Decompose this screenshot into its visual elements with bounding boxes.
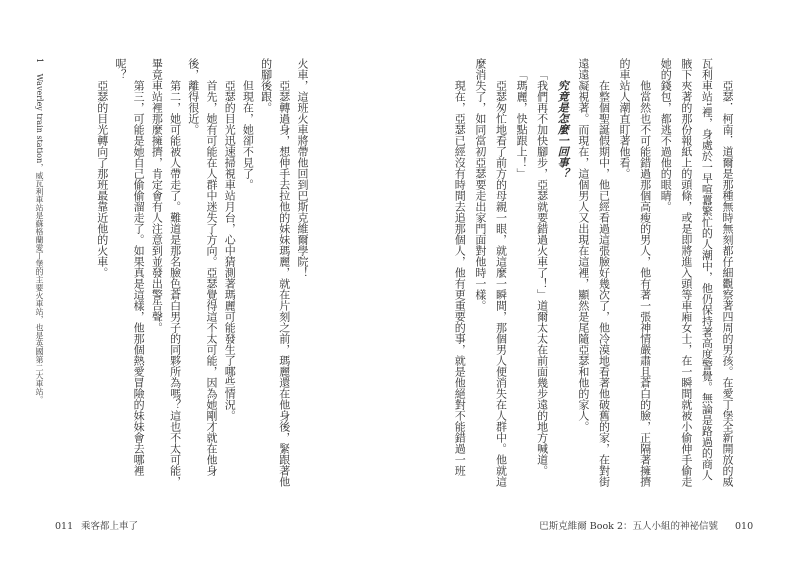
text-line: 第二，她可能被人帶走了。難道是那名臉色蒼白男子的同夥所為嗎？這也不太可能，: [168, 80, 182, 487]
text-line: 畢竟車站裡那麼擁擠，肯定會有人注意到並發出警告聲。: [150, 58, 164, 333]
text-line: 亞瑟轉過身，想伸手去拉他的妹妹瑪麗，就在片刻之前，瑪麗還在他身後，緊跟著他: [277, 80, 291, 487]
text-line: 的車站人潮直盯著他看。: [618, 58, 632, 179]
text-line: 現在，亞瑟已經沒有時間去追那個人，他有更重要的事，就是他絕對不能錯過一班: [453, 80, 467, 476]
text-line: 腋下夾著的那份報紙上的頭條，或是即將進入頭等車廂女士，在一瞬間就被小偷伸手偷走: [679, 58, 693, 487]
text-line: 亞瑟．柯南．道爾是那種無時無刻都仔細觀察著四周的男孩。在愛丁堡全新開放的威: [721, 80, 734, 487]
text-line: 瓦利車站¹裡，身處於一早喧囂繁忙的人潮中，他仍保持著高度警覺。無論是路過的商人: [700, 58, 714, 481]
text-line: 亞瑟的目光迅速掃視車站月台，心中猜測著瑪麗可能發生了哪些情況。: [223, 80, 237, 421]
text-line: 亞瑟的目光轉向了那班最靠近他的火車。: [95, 80, 109, 278]
text-line: 麼消失了，如同當初亞瑟要走出家門面對他時一樣。: [473, 58, 487, 311]
text-line: 遠遠凝視著。而現在，這個男人又出現在這裡，顯然是尾隨亞瑟和他的家人。: [576, 58, 590, 432]
page-number-left: 011: [55, 521, 74, 532]
right-page-body: [449, 58, 737, 487]
text-line: 但現在，她卻不見了。: [241, 80, 255, 190]
text-line: 後，離得很近。: [186, 58, 200, 135]
text-line-italic: 究竟是怎麼一回事？: [556, 80, 570, 179]
text-line: 第三，可能是她自己偷偷溜走了。如果真是這樣，他那個熱愛冒險的妹妹會去哪裡: [132, 80, 146, 476]
text-line: 「我們再不加快腳步，亞瑟就要錯過火車了！」道爾太太在前面幾步遠的地方喊道。: [535, 69, 549, 476]
text-line: 「瑪麗，快點跟上！」: [515, 69, 529, 179]
footnote-text: Waverley train station，威瓦利車站是蘇格蘭愛丁堡的主要火車站，也是英國第二大車站。: [35, 73, 44, 404]
footnote-number: 1: [35, 58, 44, 64]
left-page-body: [93, 58, 311, 487]
text-line: 的腳後跟。: [259, 58, 273, 113]
footnote: [33, 58, 45, 403]
text-line: 火車，這班火車將帶他回到巴斯克維爾學院！: [296, 58, 309, 278]
text-line: 首先，她有可能在人群中迷失了方向。亞瑟覺得這不太可能，因為她剛才就在他身: [204, 80, 218, 476]
text-line: 他當然也不可能錯過那個高瘦的男人，他有著一張神情嚴肅且蒼白的臉，正隔著擁擠: [638, 80, 652, 487]
running-title-left: 乘客都上車了: [81, 521, 139, 532]
text-line: 亞瑟匆忙地看了前方的母親一眼，就這麼一瞬間，那個男人便消失在人群中。他就這: [494, 80, 508, 487]
text-line: 在整個聖誕假期中，他已經看過這張臉好幾次了，他冷漠地看著他破舊的家，在對街: [597, 80, 611, 487]
text-line: 她的錢包，都逃不過他的眼睛。: [659, 58, 673, 212]
running-title-right: 巴斯克維爾 Book 2：五人小組的神祕信號: [539, 521, 718, 532]
text-line: 呢？: [113, 58, 127, 80]
page-number-right: 010: [735, 521, 754, 532]
